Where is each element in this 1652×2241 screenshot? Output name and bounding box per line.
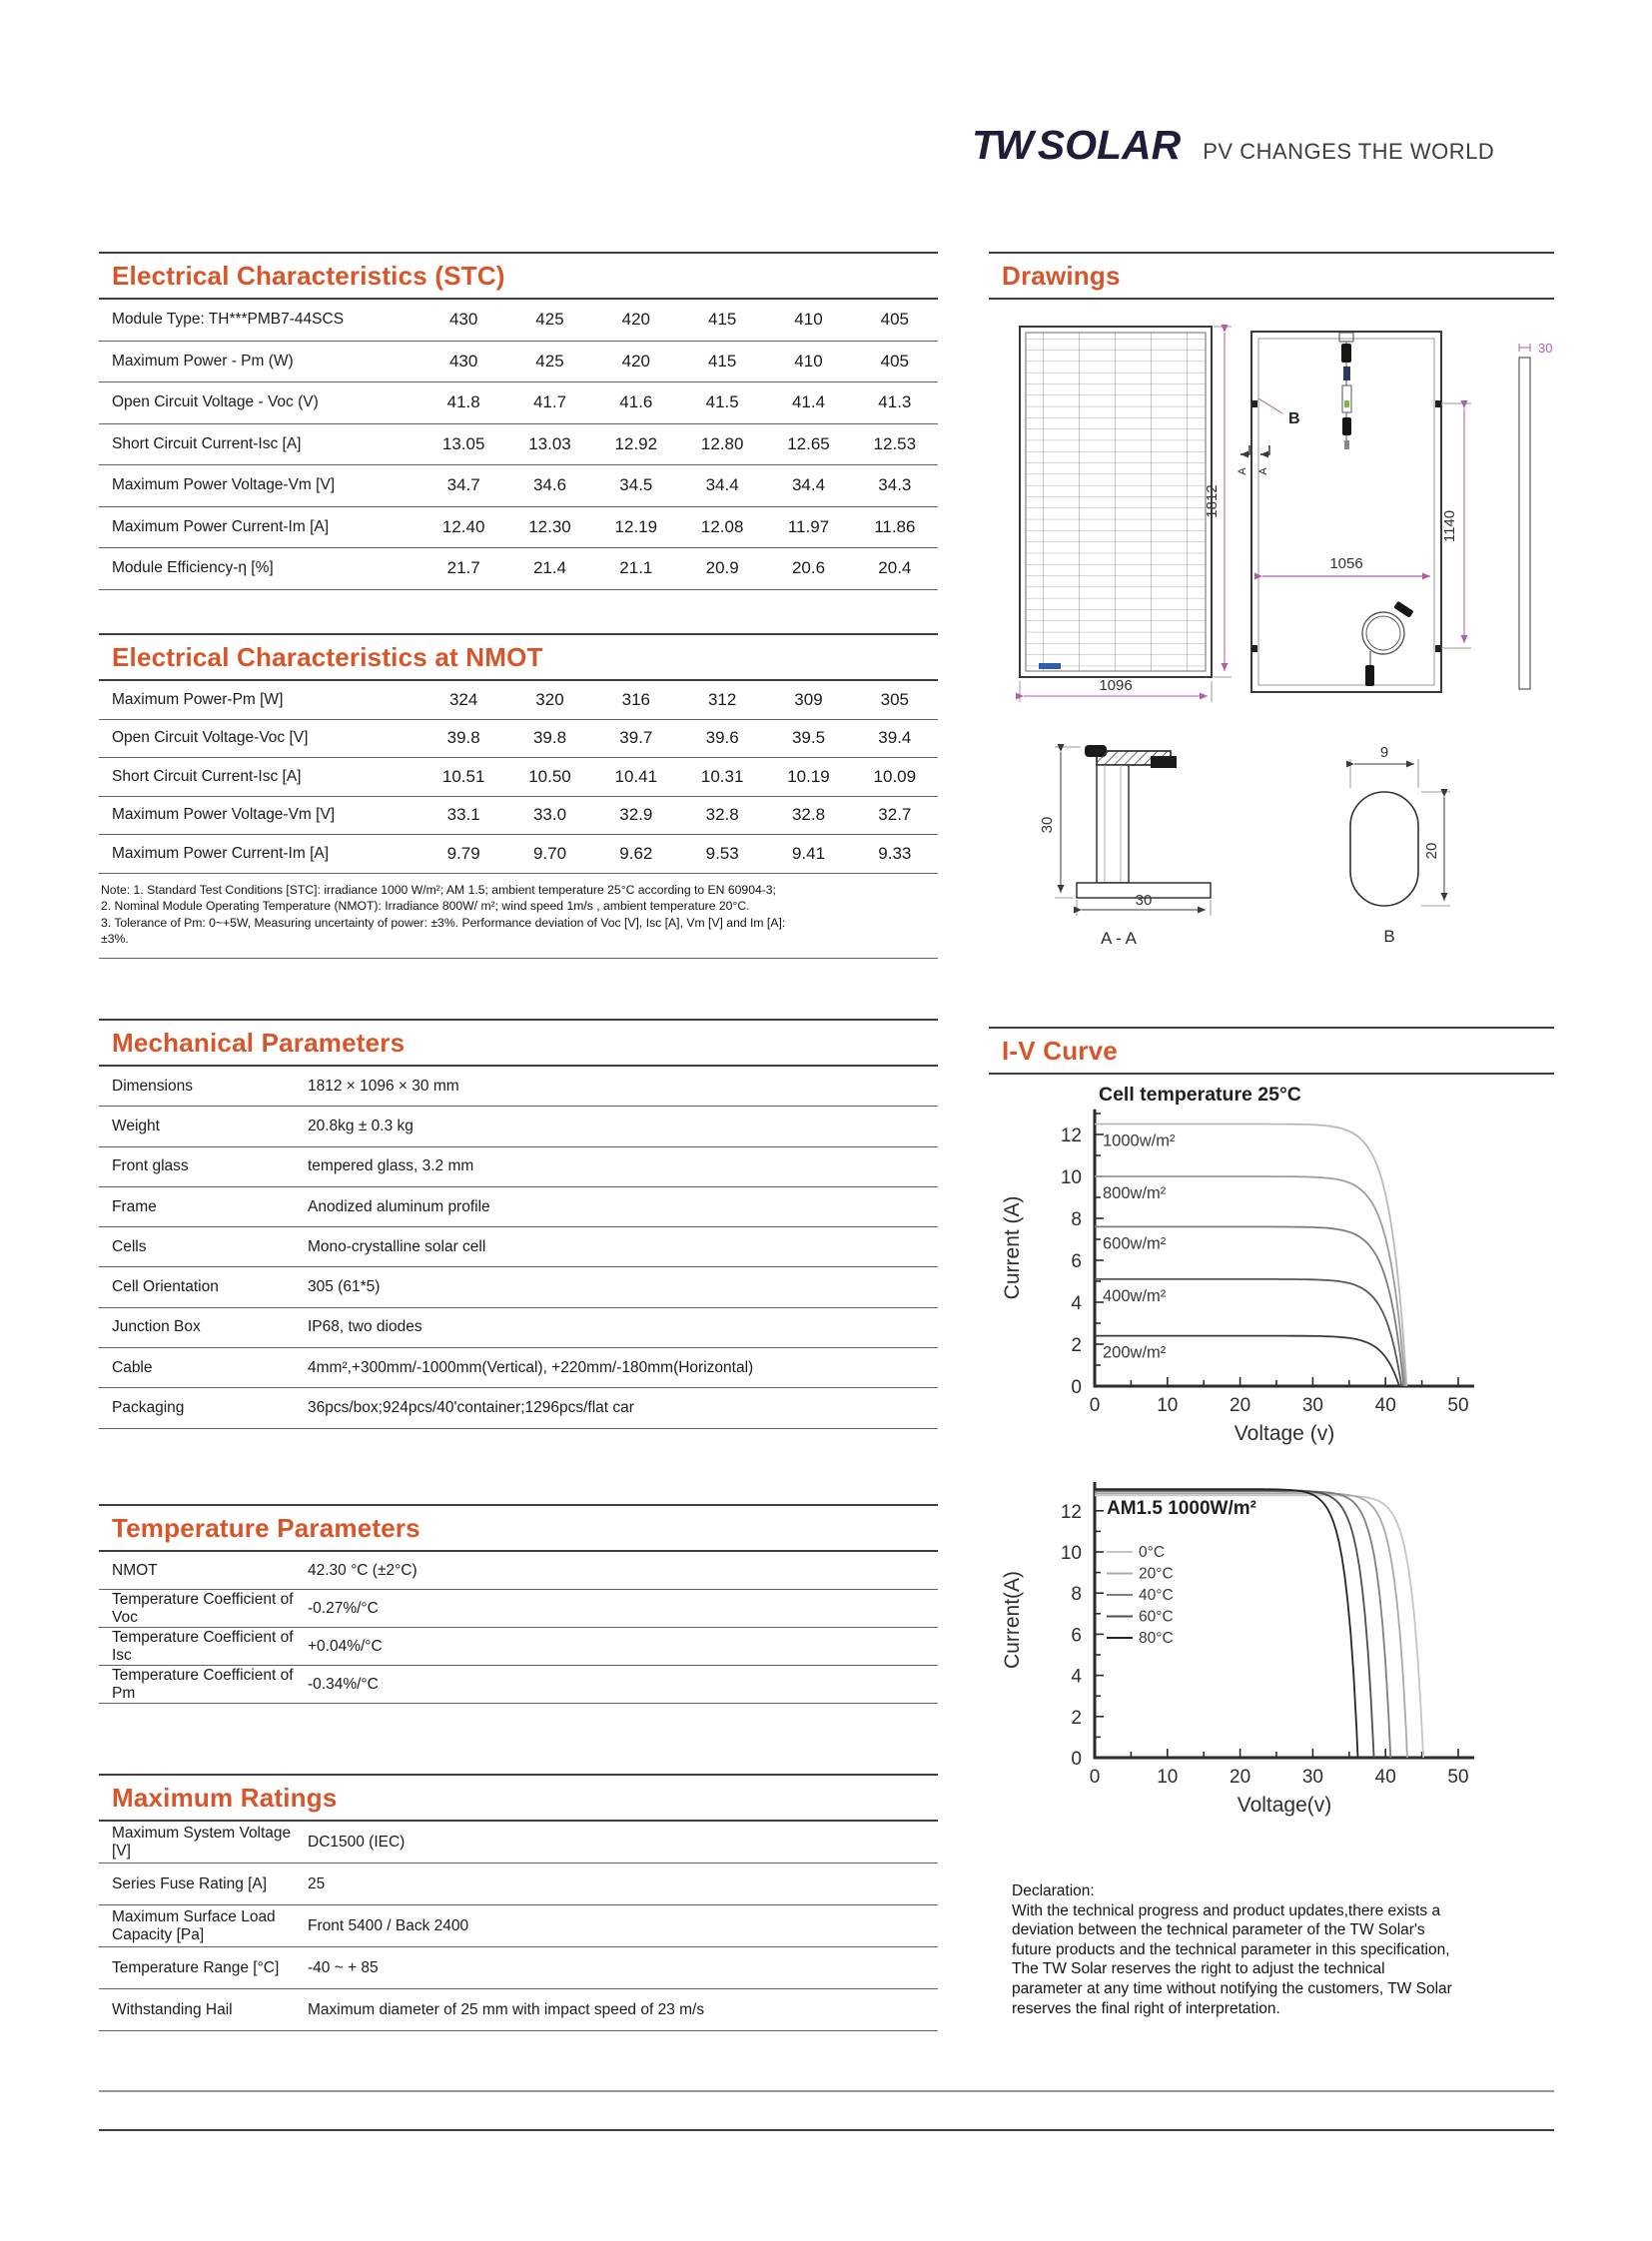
stc-table: [99, 300, 938, 590]
row-label: Cable: [112, 1358, 153, 1376]
row-value: 12.53: [873, 433, 917, 453]
row-label: Maximum Power Voltage-Vm [V]: [112, 476, 336, 494]
iv-curve: [1095, 1490, 1374, 1758]
y-tick-label: 8: [1071, 1209, 1082, 1230]
table-row: [99, 720, 938, 759]
max-ratings-table: [99, 1822, 938, 2031]
row-value: 36pcs/box;924pcs/40'container;1296pcs/flat car: [308, 1399, 634, 1417]
row-value: -0.34%/°C: [308, 1675, 379, 1693]
temperature-table: [99, 1552, 938, 1704]
section-title-max-ratings: Maximum Ratings: [99, 1774, 938, 1822]
row-value: 305: [880, 689, 910, 709]
row-label: Junction Box: [112, 1318, 201, 1336]
table-row: [99, 1864, 938, 1905]
x-tick-label: 20: [1230, 1395, 1251, 1416]
row-value: 10.50: [528, 766, 571, 786]
brand-header: [972, 122, 1494, 169]
declaration-text: [1012, 1881, 1556, 2018]
y-tick-label: 2: [1071, 1707, 1082, 1729]
frame-section-aa-drawing: [1039, 745, 1211, 948]
table-row: [99, 1552, 938, 1590]
row-label: Cells: [112, 1237, 147, 1255]
y-tick-label: 0: [1071, 1377, 1082, 1398]
table-row: [99, 1590, 938, 1628]
row-label: Packaging: [112, 1399, 185, 1417]
row-value: DC1500 (IEC): [308, 1833, 406, 1851]
table-row: [99, 1666, 938, 1704]
row-value: 9.79: [446, 843, 480, 863]
x-tick-label: 40: [1374, 1395, 1396, 1416]
x-tick-label: 10: [1157, 1767, 1179, 1788]
table-row: [99, 1147, 938, 1187]
row-label: Open Circuit Voltage - Voc (V): [112, 393, 319, 411]
y-axis-label: Current(A): [1001, 1570, 1024, 1669]
dim-thickness: 30: [1538, 341, 1553, 356]
row-value: 34.5: [619, 475, 653, 495]
row-value: 25: [308, 1874, 326, 1892]
table-row: [99, 1388, 938, 1428]
row-value: 21.4: [532, 558, 567, 578]
row-value: Maximum diameter of 25 mm with impact speed of 23 m/s: [308, 2000, 705, 2018]
section-iv-curve: [989, 1027, 1554, 1075]
row-value: 39.5: [791, 728, 826, 748]
table-row: [99, 507, 938, 549]
row-value: 39.8: [532, 728, 567, 748]
row-label: Dimensions: [112, 1077, 193, 1095]
row-value: 405: [880, 351, 910, 371]
text-line: Declaration:: [1012, 1882, 1095, 1899]
row-value: 324: [448, 689, 478, 709]
row-value: 41.3: [878, 392, 912, 412]
y-axis-label: Current (A): [1001, 1195, 1024, 1300]
section-title-temperature: Temperature Parameters: [99, 1504, 938, 1552]
y-tick-label: 12: [1060, 1501, 1082, 1523]
row-label: Maximum Power-Pm [W]: [112, 690, 284, 708]
row-value: 13.03: [528, 433, 571, 453]
row-label: Open Circuit Voltage-Voc [V]: [112, 729, 309, 747]
row-value: 20.4: [878, 558, 912, 578]
iv-curve: [1095, 1493, 1407, 1758]
row-label: Short Circuit Current-Isc [A]: [112, 434, 302, 452]
row-value: 34.3: [878, 475, 912, 495]
table-row: [99, 1267, 938, 1307]
row-value: 32.7: [878, 805, 912, 825]
text-line: future products and the technical parameter in this specification,: [1012, 1940, 1450, 1958]
row-label: Maximum Power Current-Im [A]: [112, 844, 330, 862]
table-row: [99, 382, 938, 424]
row-value: 405: [880, 310, 910, 330]
table-row: [99, 1905, 938, 1947]
row-value: 32.8: [791, 805, 826, 825]
section-temperature: [99, 1504, 938, 1704]
dim-frame-width: 30: [1135, 892, 1153, 909]
row-value: 21.7: [446, 558, 480, 578]
svg-text:A: A: [1237, 467, 1248, 475]
row-value: 12.19: [614, 516, 658, 536]
legend-label: 40°C: [1139, 1587, 1174, 1604]
row-value: +0.04%/°C: [308, 1637, 383, 1655]
table-row: [99, 758, 938, 797]
table-row: [99, 1107, 938, 1146]
x-tick-label: 0: [1089, 1395, 1101, 1416]
row-label: Series Fuse Rating [A]: [112, 1874, 268, 1892]
table-row: [99, 1947, 938, 1989]
row-label: Temperature Coefficient of Pm: [112, 1666, 294, 1702]
y-tick-label: 6: [1071, 1625, 1082, 1647]
row-value: 33.1: [446, 805, 480, 825]
nmot-table: [99, 681, 938, 874]
section-title-iv-curve: I-V Curve: [989, 1027, 1554, 1075]
row-value: 10.09: [873, 766, 917, 786]
row-value: 420: [621, 310, 651, 330]
row-value: 12.08: [700, 516, 744, 536]
row-value: -0.27%/°C: [308, 1599, 379, 1617]
y-tick-label: 10: [1060, 1167, 1082, 1188]
y-tick-label: 6: [1071, 1251, 1082, 1272]
y-tick-label: 12: [1060, 1125, 1082, 1146]
row-value: 33.0: [532, 805, 567, 825]
iv-chart-temperature: [989, 1460, 1554, 1828]
y-tick-label: 8: [1071, 1584, 1082, 1606]
table-row: [99, 1308, 938, 1348]
x-axis-label: Voltage(v): [1237, 1794, 1332, 1817]
row-value: 34.6: [532, 475, 567, 495]
mounting-hole-detail-drawing: [1350, 744, 1450, 946]
table-row: [99, 342, 938, 383]
row-value: 305 (61*5): [308, 1278, 381, 1296]
footer-rule-bottom: [99, 2129, 1554, 2131]
table-row: [99, 797, 938, 836]
row-value: 410: [794, 310, 823, 330]
x-tick-label: 20: [1230, 1767, 1251, 1788]
detail-b-label: B: [1383, 927, 1395, 946]
text-line: reserves the final right of interpretation.: [1012, 1999, 1280, 2017]
brand-tagline: PV CHANGES THE WORLD: [1203, 139, 1495, 164]
x-tick-label: 0: [1089, 1767, 1101, 1788]
table-row: [99, 1067, 938, 1107]
table-row: [99, 681, 938, 720]
table-row: [99, 1822, 938, 1864]
module-drawings: [989, 300, 1554, 959]
section-electrical-stc: [99, 252, 938, 590]
row-value: 10.31: [700, 766, 744, 786]
row-value: 39.7: [619, 728, 653, 748]
y-tick-label: 10: [1060, 1543, 1082, 1564]
dim-hole-w: 9: [1379, 744, 1389, 761]
table-row: [99, 424, 938, 466]
section-title-stc: Electrical Characteristics (STC): [99, 252, 938, 300]
row-value: 34.4: [705, 475, 739, 495]
row-value: tempered glass, 3.2 mm: [308, 1157, 474, 1175]
row-value: 420: [621, 351, 651, 371]
row-label: Cell Orientation: [112, 1278, 219, 1296]
row-label: Maximum Surface Load Capacity [Pa]: [112, 1907, 276, 1943]
legend-label: 80°C: [1139, 1630, 1174, 1647]
row-value: 425: [535, 310, 564, 330]
curve-label: 200w/m²: [1103, 1343, 1167, 1362]
row-value: 316: [621, 689, 651, 709]
y-tick-label: 0: [1071, 1749, 1082, 1770]
row-value: 34.4: [791, 475, 826, 495]
row-value: 41.5: [705, 392, 739, 412]
row-value: 34.7: [446, 475, 480, 495]
row-value: 11.86: [874, 516, 916, 536]
y-tick-label: 4: [1071, 1293, 1082, 1314]
x-tick-label: 40: [1374, 1767, 1396, 1788]
section-electrical-nmot: [99, 633, 938, 959]
y-tick-label: 4: [1071, 1666, 1082, 1688]
section-aa-label: A - A: [1101, 929, 1137, 948]
row-label: Short Circuit Current-Isc [A]: [112, 767, 302, 785]
row-value: 10.51: [441, 766, 485, 786]
mechanical-table: [99, 1067, 938, 1429]
row-label: Temperature Range [°C]: [112, 1958, 280, 1976]
x-tick-label: 10: [1157, 1395, 1179, 1416]
table-row: [99, 465, 938, 507]
row-value: 20.9: [705, 558, 739, 578]
row-value: -40 ~ + 85: [308, 1958, 379, 1976]
row-value: 12.30: [528, 516, 571, 536]
x-tick-label: 30: [1301, 1767, 1323, 1788]
row-value: 39.8: [446, 728, 480, 748]
row-value: 430: [448, 310, 478, 330]
x-axis-label: Voltage (v): [1234, 1422, 1335, 1445]
text-line: deviation between the technical parameter of the TW Solar's: [1012, 1921, 1425, 1939]
row-value: 12.40: [441, 516, 485, 536]
row-value: 20.8kg ± 0.3 kg: [308, 1117, 413, 1134]
svg-text:A: A: [1257, 467, 1269, 475]
table-row: [99, 1989, 938, 2031]
row-value: 32.8: [705, 805, 739, 825]
row-label: Weight: [112, 1117, 160, 1134]
row-value: 20.6: [791, 558, 826, 578]
row-label: Module Efficiency-η [%]: [112, 559, 274, 577]
row-value: Anodized aluminum profile: [308, 1197, 490, 1215]
back-detail-b-label: B: [1288, 410, 1300, 427]
x-tick-label: 50: [1447, 1395, 1469, 1416]
legend-label: 60°C: [1139, 1608, 1174, 1626]
row-label: Maximum Power Current-Im [A]: [112, 517, 330, 535]
row-label: NMOT: [112, 1561, 158, 1579]
row-label: Temperature Coefficient of Voc: [112, 1590, 294, 1626]
text-line: parameter at any time without notifying the customers, TW Solar: [1012, 1979, 1452, 1997]
row-value: Mono-crystalline solar cell: [308, 1237, 486, 1255]
row-value: 430: [448, 351, 478, 371]
curve-label: 800w/m²: [1103, 1184, 1167, 1202]
tw-solar-logo: [972, 122, 1181, 169]
section-max-ratings: [99, 1774, 938, 2031]
logo-tw-mark: TW: [972, 122, 1032, 168]
row-label: Maximum System Voltage [V]: [112, 1824, 292, 1860]
dim-module-height: 1812: [1204, 484, 1221, 518]
row-value: 9.53: [705, 843, 739, 863]
row-value: 11.97: [787, 516, 830, 536]
curve-label: 1000w/m²: [1103, 1131, 1176, 1150]
nameplate-mark: [1039, 663, 1061, 669]
row-value: 12.65: [787, 433, 830, 453]
legend-label: 20°C: [1139, 1565, 1174, 1583]
row-value: 415: [707, 310, 737, 330]
text-line: 2. Nominal Module Operating Temperature (NMOT): Irradiance 800W/ m²; wind speed 1m/s , ambient temperature 20°C.: [101, 899, 750, 914]
text-line: 3. Tolerance of Pm: 0~+5W, Measuring uncertainty of power: ±3%. Performance deviation of Voc [V], Isc [A], Vm [V] and Im [A]:: [101, 915, 786, 930]
row-value: 415: [707, 351, 737, 371]
row-label: Frame: [112, 1197, 157, 1215]
table-row: [99, 1187, 938, 1227]
chart-annotation: AM1.5 1000W/m²: [1107, 1498, 1256, 1519]
table-row: [99, 1348, 938, 1388]
row-value: 10.41: [614, 766, 658, 786]
row-value: 320: [535, 689, 564, 709]
dim-module-width: 1096: [1099, 677, 1133, 694]
row-value: 41.4: [791, 392, 826, 412]
text-line: With the technical progress and product updates,there exists a: [1012, 1901, 1441, 1919]
test-conditions-note: [99, 874, 938, 959]
table-row: [99, 835, 938, 874]
row-value: 10.19: [787, 766, 830, 786]
text-line: Note: 1. Standard Test Conditions [STC]: irradiance 1000 W/m²; AM 1.5; ambient temperature 25°C according to EN 60904-3;: [101, 882, 776, 897]
row-value: 13.05: [441, 433, 485, 453]
table-row: [99, 1628, 938, 1666]
row-value: 9.41: [791, 843, 826, 863]
row-label: Maximum Power Voltage-Vm [V]: [112, 806, 336, 824]
row-value: 410: [794, 351, 823, 371]
chart-title: Cell temperature 25°C: [1099, 1084, 1301, 1106]
section-title-nmot: Electrical Characteristics at NMOT: [99, 633, 938, 681]
row-value: 39.6: [705, 728, 739, 748]
dim-hole-span: 1140: [1441, 509, 1458, 543]
row-value: 1812 × 1096 × 30 mm: [308, 1077, 459, 1095]
row-value: 9.70: [532, 843, 567, 863]
row-value: 312: [707, 689, 737, 709]
row-value: 12.92: [614, 433, 658, 453]
back-view-drawing: [1237, 332, 1471, 692]
row-value: 425: [535, 351, 564, 371]
row-value: 41.8: [446, 392, 480, 412]
row-value: 32.9: [619, 805, 653, 825]
row-value: 4mm²,+300mm/-1000mm(Vertical), +220mm/-180mm(Horizontal): [308, 1358, 754, 1376]
row-value: 21.1: [619, 558, 653, 578]
row-label: Withstanding Hail: [112, 2000, 233, 2018]
curve-label: 600w/m²: [1103, 1234, 1167, 1253]
text-line: ±3%.: [101, 932, 129, 947]
row-value: 41.7: [532, 392, 567, 412]
row-value: 42.30 °C (±2°C): [308, 1561, 417, 1579]
text-line: The TW Solar reserves the right to adjust the technical: [1012, 1960, 1385, 1978]
section-drawings: [989, 252, 1554, 300]
footer-rule-top: [99, 2090, 1554, 2092]
row-value: 9.33: [878, 843, 912, 863]
iv-curve: [1095, 1489, 1358, 1758]
side-profile-drawing: [1519, 341, 1552, 689]
row-value: Front 5400 / Back 2400: [308, 1916, 469, 1934]
section-title-drawings: Drawings: [989, 252, 1554, 300]
table-row: [99, 1227, 938, 1267]
section-title-mechanical: Mechanical Parameters: [99, 1019, 938, 1067]
row-value: 41.6: [619, 392, 653, 412]
row-label: Maximum Power - Pm (W): [112, 352, 294, 370]
row-value: 39.4: [878, 728, 912, 748]
legend-label: 0°C: [1139, 1544, 1166, 1561]
y-tick-label: 2: [1071, 1335, 1082, 1356]
iv-curve: [1095, 1495, 1423, 1758]
row-value: 12.80: [700, 433, 744, 453]
dim-frame-height: 30: [1039, 816, 1056, 834]
row-value: 9.62: [619, 843, 653, 863]
dim-hole-width: 1056: [1329, 555, 1363, 572]
row-label: Front glass: [112, 1157, 189, 1175]
iv-chart-irradiance: [989, 1079, 1554, 1456]
dim-hole-h: 20: [1423, 842, 1440, 860]
x-tick-label: 30: [1301, 1395, 1323, 1416]
curve-label: 400w/m²: [1103, 1286, 1167, 1305]
row-value: IP68, two diodes: [308, 1318, 422, 1336]
table-row: [99, 548, 938, 590]
table-row: [99, 300, 938, 342]
x-tick-label: 50: [1447, 1767, 1469, 1788]
row-label: Module Type: TH***PMB7-44SCS: [112, 311, 345, 329]
logo-solar-text: SOLAR: [1037, 122, 1182, 168]
row-label: Temperature Coefficient of Isc: [112, 1628, 294, 1664]
section-mechanical: [99, 1019, 938, 1429]
row-value: 309: [794, 689, 823, 709]
front-view-drawing: [1020, 327, 1232, 702]
